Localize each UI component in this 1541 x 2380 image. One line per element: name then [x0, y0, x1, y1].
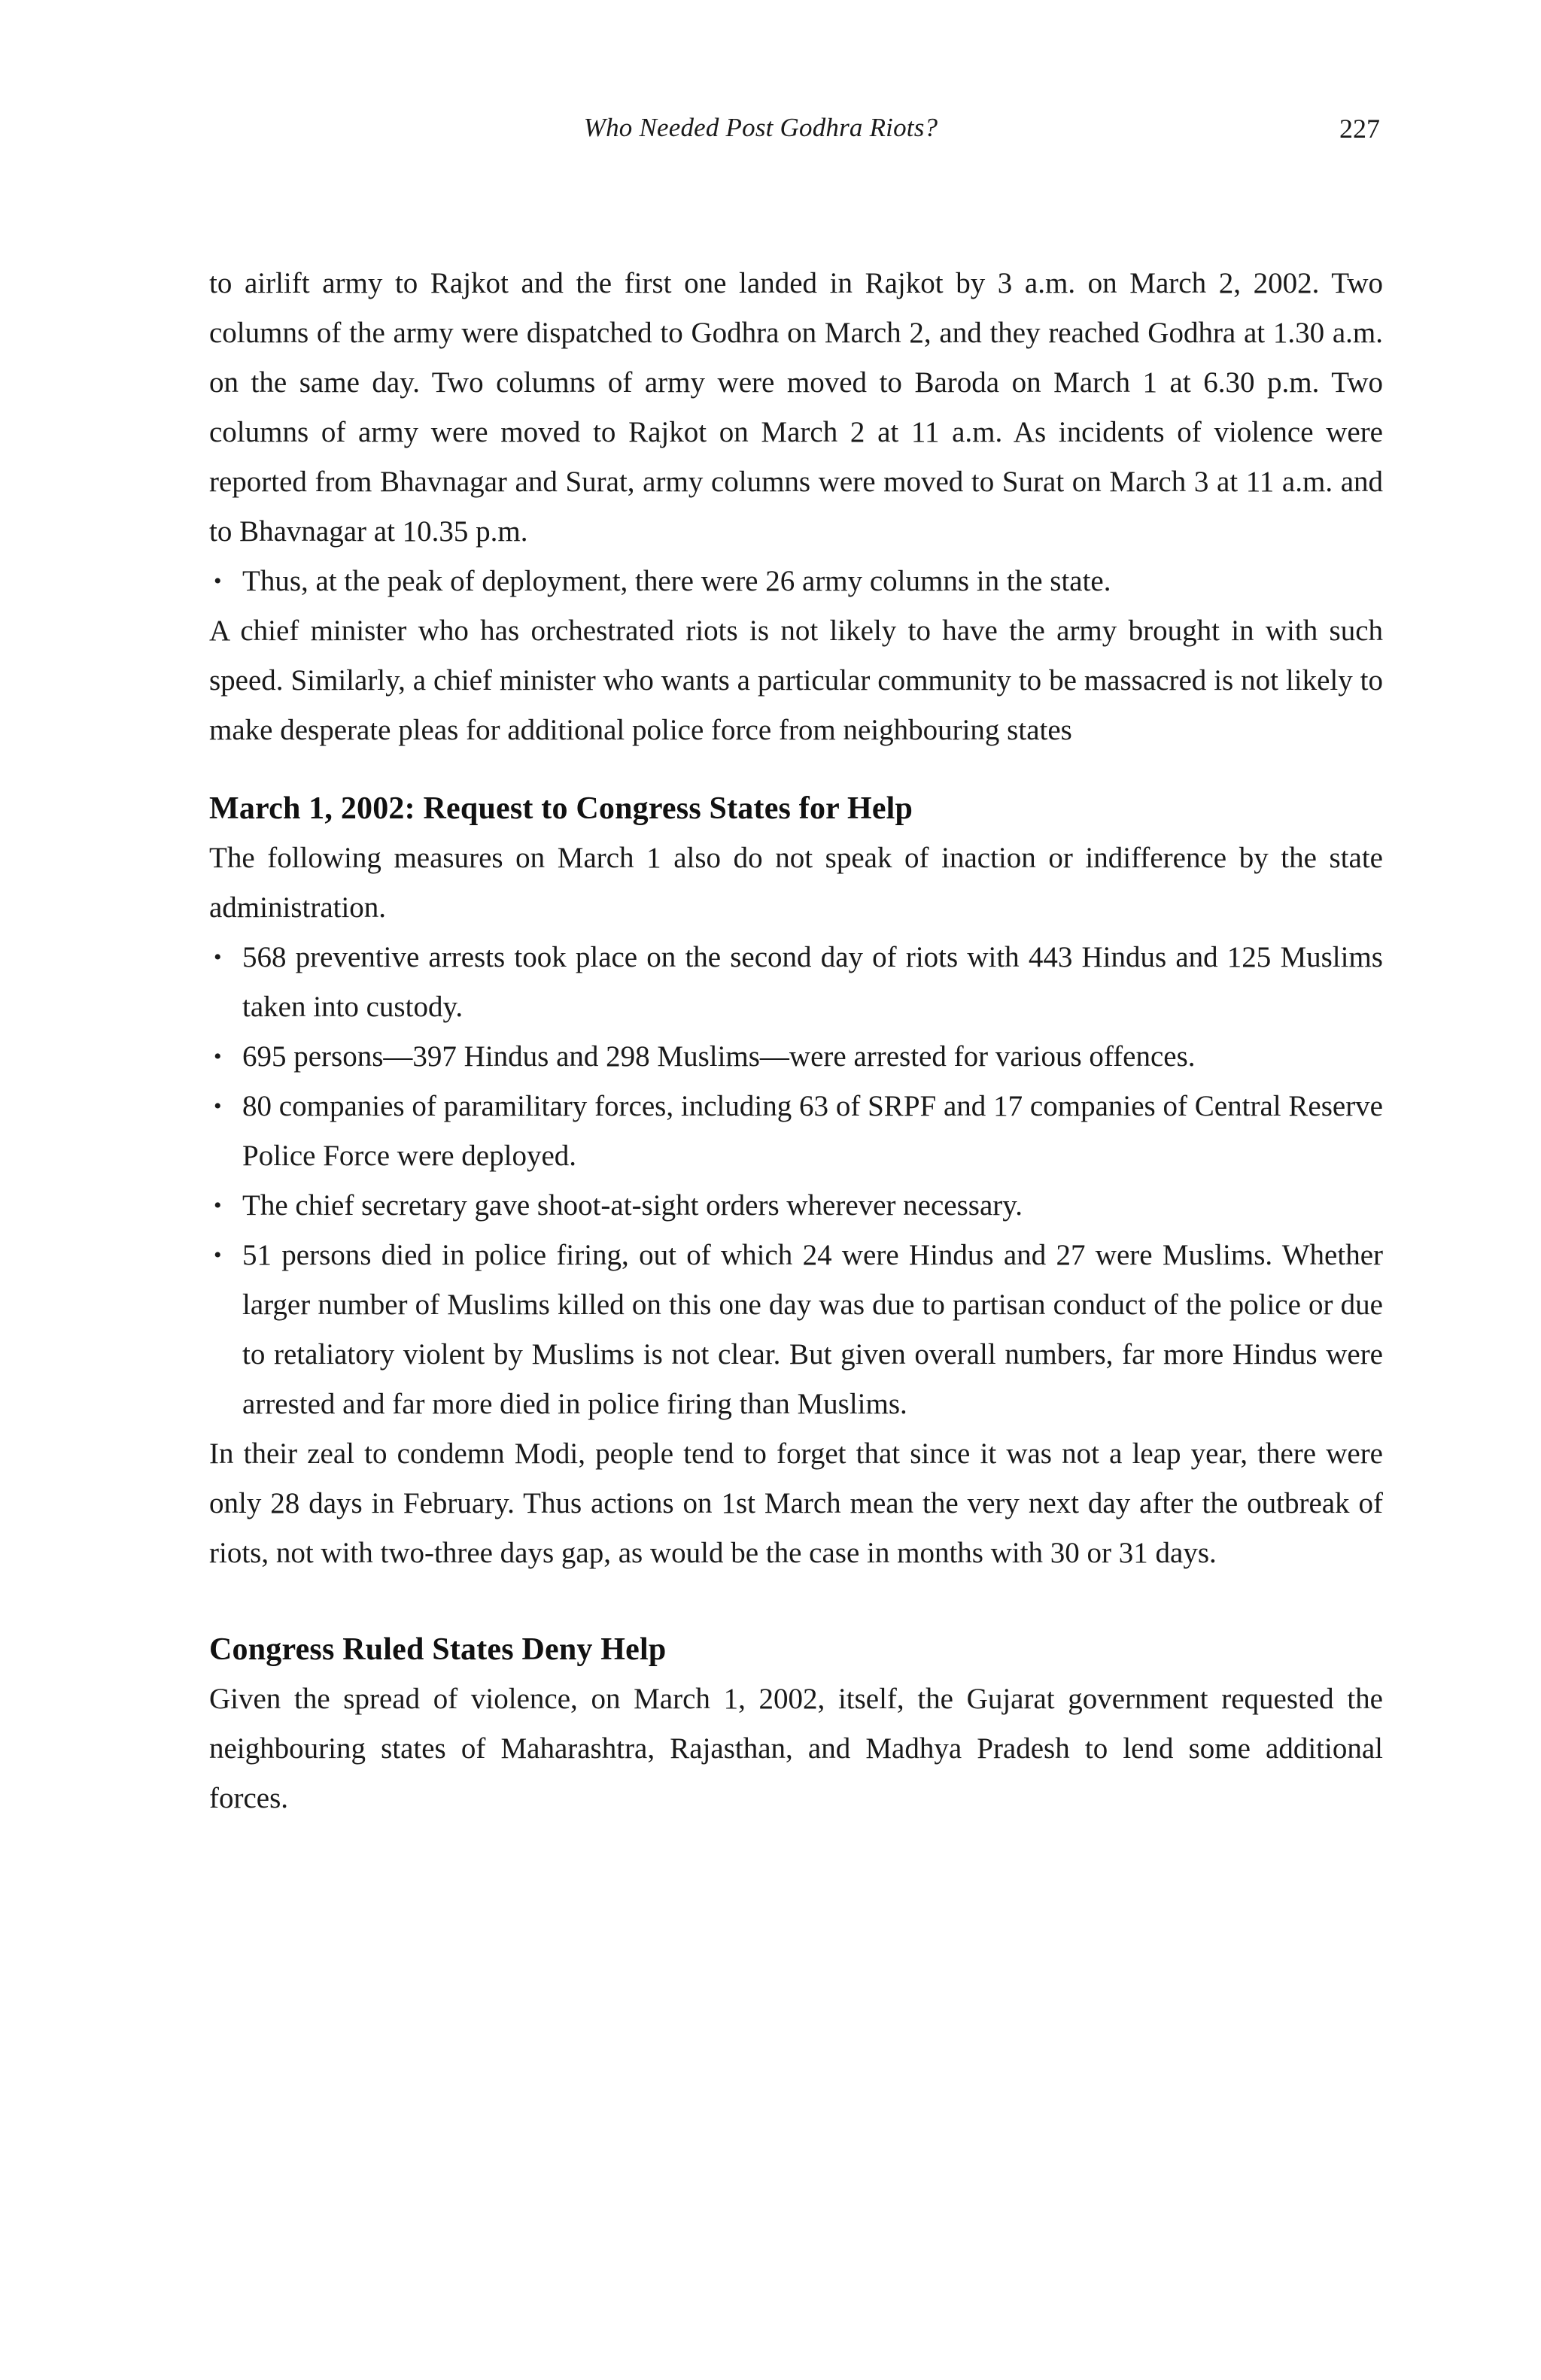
paragraph-congress-request: Given the spread of violence, on March 1, 2002, itself, the Gujarat government requested the neighbouring states of Maharashtra, Rajasthan, and Madhya Pradesh to lend some additional forces.: [209, 1683, 1383, 1814]
list-item: • 695 persons—397 Hindus and 298 Muslims—were arrested for various offences.: [209, 1032, 1383, 1082]
list-item: • The chief secretary gave shoot-at-sight orders wherever necessary.: [209, 1181, 1383, 1231]
list-item: • 568 preventive arrests took place on the second day of riots with 443 Hindus and 125 Muslims taken into custody.: [209, 933, 1383, 1032]
running-head: [209, 113, 1380, 158]
spacer: [209, 755, 1383, 784]
list-item: • 80 companies of paramilitary forces, including 63 of SRPF and 17 companies of Central Reserve Police Force were deployed.: [209, 1082, 1383, 1181]
heading-congress-ruled-states: Congress Ruled States Deny Help: [209, 1632, 667, 1667]
bullet-list-deployment: [209, 557, 1383, 606]
bullet-list-march-1-measures: [209, 933, 1383, 1429]
paragraph-chief-minister: A chief minister who has orchestrated riots is not likely to have the army brought in with such speed. Similarly, a chief minister who wants a particular community to be massacred is not likely to make desperate pleas for additional police force from neighbouring states: [209, 615, 1383, 746]
list-item: • Thus, at the peak of deployment, there were 26 army columns in the state.: [209, 557, 1383, 606]
page-number: 227: [1339, 114, 1380, 144]
body-text-block: [209, 259, 1383, 1823]
paragraph-leap-year: In their zeal to condemn Modi, people tend to forget that since it was not a leap year, there were only 28 days in February. Thus actions on 1st March mean the very next day after the outbreak of riots, not with two-three days gap, as would be the case in months with 30 or 31 days.: [209, 1437, 1383, 1569]
list-item: • 51 persons died in police firing, out of which 24 were Hindus and 27 were Muslims. Whether larger number of Muslims killed on this one day was due to partisan conduct of the police or due to retaliatory violent by Muslims is not clear. But given overall numbers, far more Hindus were arrested and far more died in police firing than Muslims.: [209, 1231, 1383, 1429]
paragraph-following-measures: The following measures on March 1 also do not speak of inaction or indifference by the state administration.: [209, 842, 1383, 924]
running-head-title: Who Needed Post Godhra Riots?: [583, 113, 938, 142]
heading-march-1-2002: March 1, 2002: Request to Congress States for Help: [209, 791, 913, 826]
paragraph-continued-army-movements: to airlift army to Rajkot and the first one landed in Rajkot by 3 a.m. on March 2, 2002. Two columns of the army were dispatched to Godhra on March 2, and they reached Godhra at 1.30 a.m. on the same day. Two columns of army were moved to Baroda on March 1 at 6.30 p.m. Two columns of army were moved to Rajkot on March 2 at 11 a.m. As incidents of violence were reported from Bhavnagar and Surat, army columns were moved to Surat on March 3 at 11 a.m. and to Bhavnagar at 10.35 p.m.: [209, 267, 1383, 548]
spacer: [209, 1578, 1383, 1625]
